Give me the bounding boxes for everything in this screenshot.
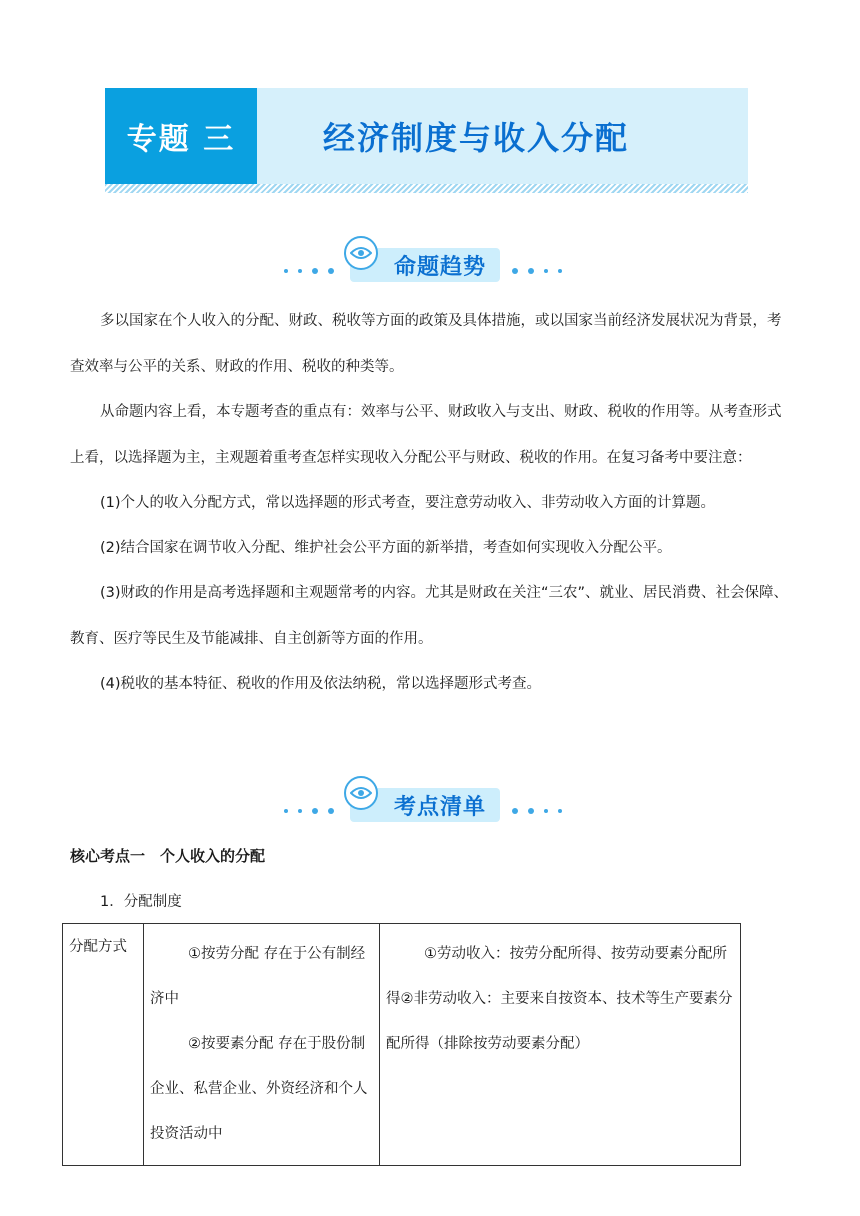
topic-title: 经济制度与收入分配 <box>323 119 630 157</box>
banner-stripe <box>105 184 748 193</box>
key-point-subtitle: 1．分配制度 <box>100 894 182 910</box>
factor-distribution-text: ②按要素分配 存在于股份制企业、私营企业、外资经济和个人投资活动中 <box>150 1036 368 1142</box>
trend-paragraph: (3)财政的作用是高考选择题和主观题常考的内容。尤其是财政在关注“三农”、就业、居民消费、社会保障、教育、医疗等民生及节能减排、自主创新等方面的作用。 <box>70 585 789 647</box>
eye-icon <box>344 776 378 810</box>
trend-paragraph: 多以国家在个人收入的分配、财政、税收等方面的政策及具体措施，或以国家当前经济发展状况为背景，考查效率与公平的关系、财政的作用、税收的种类等。 <box>70 313 782 375</box>
table-cell-income <box>380 924 741 1166</box>
topic-banner <box>105 88 748 184</box>
section-header-checklist <box>0 776 860 826</box>
right-dots <box>512 268 562 274</box>
table-cell-method: 分配方式 <box>63 924 144 1166</box>
right-dots <box>512 808 562 814</box>
eye-icon <box>344 236 378 270</box>
topic-number: 专题 三 <box>105 88 257 184</box>
table-cell-system <box>144 924 380 1166</box>
section-label-trend: 命题趋势 <box>350 248 500 282</box>
distribution-table <box>62 923 741 1166</box>
section-label-checklist: 考点清单 <box>350 788 500 822</box>
income-types-text: ①劳动收入：按劳分配所得、按劳动要素分配所得②非劳动收入：主要来自按资本、技术等生产要素分配所得（排除按劳动要素分配） <box>386 946 733 1052</box>
trend-paragraph: (4)税收的基本特征、税收的作用及依法纳税，常以选择题形式考查。 <box>100 676 542 692</box>
labor-distribution-text: ①按劳分配 存在于公有制经济中 <box>150 946 366 1007</box>
trend-paragraph: (2)结合国家在调节收入分配、维护社会公平方面的新举措，考查如何实现收入分配公平。 <box>100 540 672 556</box>
section-header-trend <box>0 236 860 286</box>
trend-paragraph: 从命题内容上看，本专题考查的重点有：效率与公平、财政收入与支出、财政、税收的作用等。从考查形式上看，以选择题为主，主观题着重考查怎样实现收入分配公平与财政、税收的作用。在复习备考中要注意： <box>70 404 782 466</box>
left-dots <box>284 268 334 274</box>
left-dots <box>284 808 334 814</box>
key-point-title: 核心考点一 个人收入的分配 <box>70 847 266 865</box>
table-row <box>63 924 741 1166</box>
trend-paragraph: (1)个人的收入分配方式，常以选择题的形式考查，要注意劳动收入、非劳动收入方面的计算题。 <box>100 495 716 511</box>
